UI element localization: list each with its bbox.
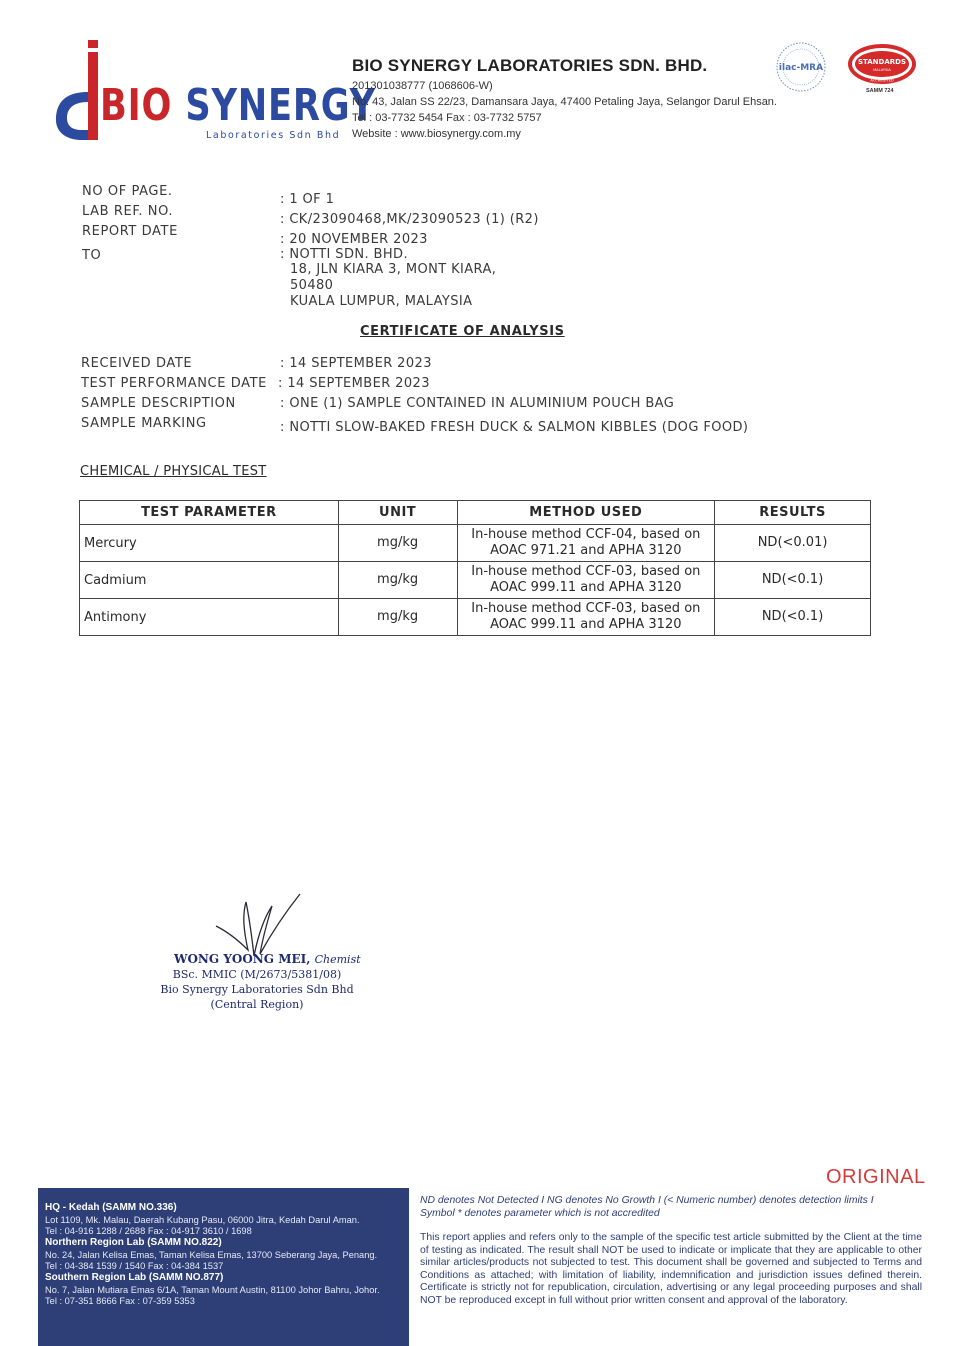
colon: : bbox=[280, 247, 285, 262]
cell-unit: mg/kg bbox=[338, 599, 457, 636]
lab-ref-value-row bbox=[280, 212, 539, 227]
sample-marking-label: SAMPLE MARKING bbox=[81, 416, 207, 431]
received-date-row bbox=[280, 356, 432, 371]
ilac-badge-text: ilac-MRA bbox=[778, 63, 824, 73]
received-date-value: 14 SEPTEMBER 2023 bbox=[289, 356, 432, 371]
sample-description-value: ONE (1) SAMPLE CONTAINED IN ALUMINIUM POUCH BAG bbox=[289, 396, 675, 411]
legend-line-1: ND denotes Not Detected I NG denotes No Growth I (< Numeric number) denotes detection limits I bbox=[420, 1195, 874, 1206]
cell-unit: mg/kg bbox=[338, 562, 457, 599]
disclaimer: This report applies and refers only to the sample of the specific test article submitted by the Client at the time of testing as indicated. The result shall NOT be used to indicate or implicate that they are applicable to other similar articles/products not subjected to test. This document shall be governed and subjected to Terms and Conditions as attached; with limitation of liability, indemnification and jurisdiction issues defined therein. Certificate is strictly not for republication, circulation, advertising or any legal proceeding purposes and shall NOT be reproduced except in full without prior written consent and approval of the laboratory. bbox=[420, 1232, 922, 1306]
signatory-region: (Central Region) bbox=[210, 998, 304, 1011]
test-performance-date-value: 14 SEPTEMBER 2023 bbox=[287, 376, 430, 391]
company-logo bbox=[52, 32, 376, 144]
report-date-label: REPORT DATE bbox=[82, 224, 178, 239]
method-line-1: In-house method CCF-03, based on bbox=[471, 601, 701, 616]
northern-lab-tel: Tel : 04-384 1539 / 1540 Fax : 04-384 1537 bbox=[45, 1261, 224, 1271]
ilac-mra-badge-icon bbox=[774, 40, 828, 94]
company-address: No. 43, Jalan SS 22/23, Damansara Jaya, 47400 Petaling Jaya, Selangor Darul Ehsan. bbox=[352, 96, 777, 108]
legend-line-2: Symbol * denotes parameter which is not accredited bbox=[420, 1207, 660, 1219]
cell-result: ND(<0.01) bbox=[715, 525, 871, 562]
northern-lab-address: No. 24, Jalan Kelisa Emas, Taman Kelisa Emas, 13700 Seberang Jaya, Penang. bbox=[45, 1250, 378, 1260]
southern-lab-address: No. 7, Jalan Mutiara Emas 6/1A, Taman Mount Austin, 81100 Johor Bahru, Johor. bbox=[45, 1285, 380, 1295]
method-line-2: AOAC 971.21 and APHA 3120 bbox=[490, 543, 682, 558]
footer-address-panel bbox=[38, 1188, 409, 1346]
company-name: BIO SYNERGY LABORATORIES SDN. BHD. bbox=[352, 56, 708, 75]
cell-method bbox=[457, 599, 715, 636]
logo-subtitle: Laboratories Sdn Bhd bbox=[206, 130, 341, 141]
colon: : bbox=[280, 192, 285, 207]
company-website: Website : www.biosynergy.com.my bbox=[352, 128, 521, 140]
to-line-2: 18, JLN KIARA 3, MONT KIARA, bbox=[290, 262, 497, 277]
logo-wordmark bbox=[100, 80, 376, 131]
test-performance-date-label: TEST PERFORMANCE DATE bbox=[81, 376, 267, 391]
company-tel-fax: Tel : 03-7732 5454 Fax : 03-7732 5757 bbox=[352, 112, 542, 124]
method-line-1: In-house method CCF-04, based on bbox=[471, 527, 701, 542]
sample-description-row bbox=[280, 396, 674, 411]
colon: : bbox=[280, 396, 285, 411]
to-line-1: NOTTI SDN. BHD. bbox=[289, 247, 408, 262]
signatory-qualification: BSc. MMIC (M/2673/5381/08) bbox=[172, 968, 342, 981]
signatory-organization: Bio Synergy Laboratories Sdn Bhd bbox=[160, 983, 354, 996]
report-date-value: 20 NOVEMBER 2023 bbox=[289, 232, 428, 247]
standards-malaysia-badge-icon bbox=[846, 42, 918, 94]
standards-badge-text: STANDARDS bbox=[857, 58, 907, 66]
hq-tel: Tel : 04-916 1288 / 2688 Fax : 04-917 3610 / 1698 bbox=[45, 1226, 252, 1236]
original-stamp: ORIGINAL bbox=[826, 1166, 926, 1188]
logo-word-synergy: SYNERGY bbox=[185, 80, 376, 131]
to-value-row bbox=[280, 247, 408, 262]
signatory-name-row bbox=[174, 952, 361, 966]
header-method-used: METHOD USED bbox=[457, 501, 715, 525]
cell-parameter: Antimony bbox=[80, 599, 339, 636]
signatory-name: WONG YOONG MEI, bbox=[174, 952, 311, 966]
table-row bbox=[80, 525, 871, 562]
method-line-2: AOAC 999.11 and APHA 3120 bbox=[490, 617, 682, 632]
northern-lab-title: Northern Region Lab (SAMM NO.822) bbox=[45, 1237, 222, 1248]
samm-number: SAMM 724 bbox=[866, 88, 894, 94]
section-title: CHEMICAL / PHYSICAL TEST bbox=[80, 464, 267, 479]
cell-result: ND(<0.1) bbox=[715, 599, 871, 636]
logo-word-bio: BIO bbox=[100, 80, 173, 131]
cell-method bbox=[457, 525, 715, 562]
southern-lab-tel: Tel : 07-351 8666 Fax : 07-359 5353 bbox=[45, 1296, 195, 1306]
southern-lab-title: Southern Region Lab (SAMM NO.877) bbox=[45, 1272, 224, 1283]
colon: : bbox=[280, 212, 285, 227]
cell-parameter: Cadmium bbox=[80, 562, 339, 599]
no-of-page-label: NO OF PAGE. bbox=[82, 184, 173, 199]
document-title: CERTIFICATE OF ANALYSIS bbox=[360, 324, 565, 339]
received-date-label: RECEIVED DATE bbox=[81, 356, 193, 371]
header-test-parameter: TEST PARAMETER bbox=[80, 501, 339, 525]
company-reg-no: 201301038777 (1068606-W) bbox=[352, 80, 493, 92]
table-row bbox=[80, 599, 871, 636]
header-unit: UNIT bbox=[338, 501, 457, 525]
cell-method bbox=[457, 562, 715, 599]
test-performance-date-row bbox=[278, 376, 430, 391]
sample-description-label: SAMPLE DESCRIPTION bbox=[81, 396, 236, 411]
hq-address: Lot 1109, Mk. Malau, Daerah Kubang Pasu, 06000 Jitra, Kedah Darul Aman. bbox=[45, 1215, 360, 1225]
to-line-3: 50480 bbox=[290, 278, 334, 293]
report-date-value-row bbox=[280, 232, 428, 247]
colon: : bbox=[280, 420, 285, 435]
cell-result: ND(<0.1) bbox=[715, 562, 871, 599]
no-of-page-value-row bbox=[280, 192, 334, 207]
colon: : bbox=[280, 356, 285, 371]
sample-marking-row bbox=[280, 420, 748, 435]
standards-badge-country: MALAYSIA bbox=[873, 68, 891, 72]
colon: : bbox=[278, 376, 283, 391]
signatory-title: Chemist bbox=[314, 953, 361, 966]
table-header-row bbox=[80, 501, 871, 525]
cell-unit: mg/kg bbox=[338, 525, 457, 562]
lab-ref-label: LAB REF. NO. bbox=[82, 204, 174, 219]
results-table bbox=[79, 500, 871, 636]
header-results: RESULTS bbox=[715, 501, 871, 525]
standards-badge-status: ACCREDITED bbox=[870, 78, 894, 83]
table-row bbox=[80, 562, 871, 599]
to-label: TO bbox=[82, 248, 102, 263]
hq-title: HQ - Kedah (SAMM NO.336) bbox=[45, 1202, 177, 1213]
cell-parameter: Mercury bbox=[80, 525, 339, 562]
method-line-2: AOAC 999.11 and APHA 3120 bbox=[490, 580, 682, 595]
to-line-4: KUALA LUMPUR, MALAYSIA bbox=[290, 294, 473, 309]
lab-ref-value: CK/23090468,MK/23090523 (1) (R2) bbox=[289, 212, 539, 227]
colon: : bbox=[280, 232, 285, 247]
sample-marking-value: NOTTI SLOW-BAKED FRESH DUCK & SALMON KIBBLES (DOG FOOD) bbox=[289, 420, 749, 435]
method-line-1: In-house method CCF-03, based on bbox=[471, 564, 701, 579]
legend-note bbox=[420, 1195, 922, 1220]
no-of-page-value: 1 OF 1 bbox=[289, 192, 335, 207]
